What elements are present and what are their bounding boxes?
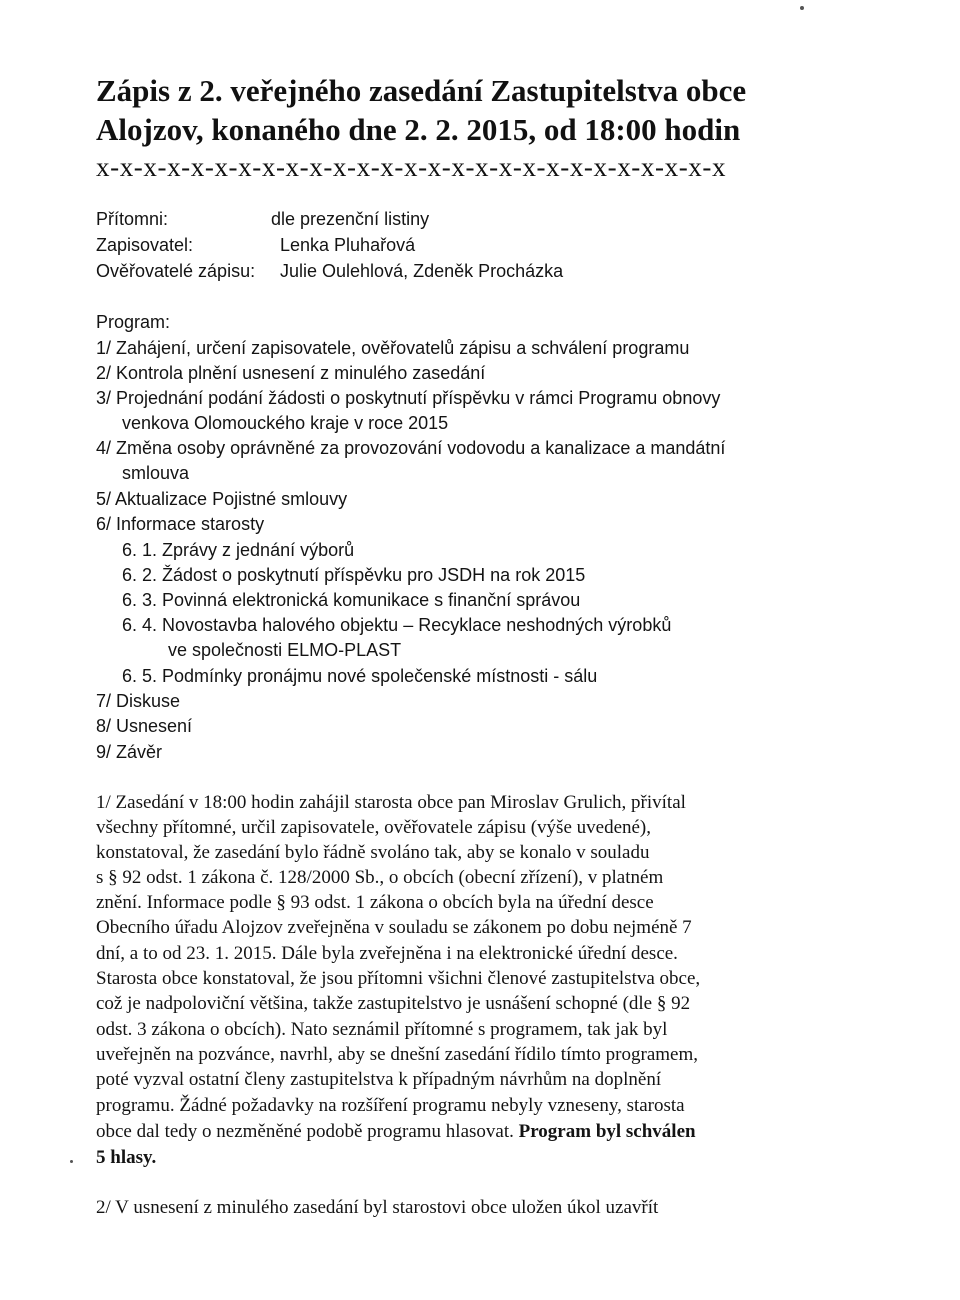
present-value: dle prezenční listiny <box>271 209 430 229</box>
approval-votes-text: 5 hlasy. <box>96 1147 157 1168</box>
scan-speck <box>800 6 804 10</box>
program-item: 5/ Aktualizace Pojistné smlouvy <box>96 489 348 509</box>
verifiers-label: Ověřovatelé zápisu: <box>96 261 256 281</box>
recorder-value: Lenka Pluhařová <box>280 235 416 255</box>
program-subitem: 6. 3. Povinná elektronická komunikace s finanční správou <box>122 590 581 610</box>
recorder-label: Zapisovatel: <box>96 235 194 255</box>
program-subitem-continuation: ve společnosti ELMO-PLAST <box>168 640 402 660</box>
section1-line: odst. 3 zákona o obcích). Nato seznámil přítomné s programem, tak jak byl <box>96 1019 668 1040</box>
program-item: 8/ Usnesení <box>96 716 193 736</box>
program-item: 2/ Kontrola plnění usnesení z minulého zasedání <box>96 363 486 383</box>
section1-line: poté vyzval ostatní členy zastupitelstva k případným návrhům na doplnění <box>96 1069 662 1090</box>
section2-line: 2/ V usnesení z minulého zasedání byl starostovi obce uložen úkol uzavřít <box>96 1197 659 1218</box>
program-subitem: 6. 4. Novostavba halového objektu – Recyklace neshodných výrobků <box>122 615 672 635</box>
program-item-continuation: venkova Olomouckého kraje v roce 2015 <box>122 413 449 433</box>
program-item: 6/ Informace starosty <box>96 514 265 534</box>
verifiers-value: Julie Oulehlová, Zdeněk Procházka <box>280 261 564 281</box>
document-title-line-2: Alojzov, konaného dne 2. 2. 2015, od 18:00 hodin <box>96 112 741 147</box>
section1-line: programu. Žádné požadavky na rozšíření programu nebyly vzneseny, starosta <box>96 1095 685 1116</box>
section1-line: všechny přítomné, určil zapisovatele, ověřovatele zápisu (výše uvedené), <box>96 817 652 838</box>
section1-line: znění. Informace podle § 93 odst. 1 zákona o obcích byla na úřední desce <box>96 892 654 913</box>
present-label: Přítomni: <box>96 209 169 229</box>
title-divider: x-x-x-x-x-x-x-x-x-x-x-x-x-x-x-x-x-x-x-x-x-x-x-x-x-x-x <box>96 152 727 182</box>
section1-line-14-text: obce dal tedy o nezměněné podobě programu hlasovat. <box>96 1121 519 1142</box>
program-heading: Program: <box>96 312 171 332</box>
program-item: 7/ Diskuse <box>96 691 181 711</box>
program-subitem: 6. 5. Podmínky pronájmu nové společenské místnosti - sálu <box>122 666 598 686</box>
program-subitem: 6. 2. Žádost o poskytnutí příspěvku pro JSDH na rok 2015 <box>122 565 586 585</box>
section1-line: Obecního úřadu Alojzov zveřejněna v souladu se zákonem po dobu nejméně 7 <box>96 917 692 938</box>
section1-line-14 <box>96 1120 696 1144</box>
program-item: 3/ Projednání podání žádosti o poskytnutí příspěvku v rámci Programu obnovy <box>96 388 721 408</box>
program-item-continuation: smlouva <box>122 463 190 483</box>
program-approved-text: Program byl schválen <box>518 1121 696 1142</box>
section1-line: dní, a to od 23. 1. 2015. Dále byla zveřejněna i na elektronické úřední desce. <box>96 943 678 964</box>
scan-speck <box>70 1160 73 1163</box>
program-subitem: 6. 1. Zprávy z jednání výborů <box>122 540 355 560</box>
section1-line: 1/ Zasedání v 18:00 hodin zahájil starosta obce pan Miroslav Grulich, přivítal <box>96 792 686 813</box>
section1-line: konstatoval, že zasedání bylo řádně svoláno tak, aby se konalo v souladu <box>96 842 650 863</box>
section1-line: což je nadpoloviční většina, takže zastupitelstvo je usnášení schopné (dle § 92 <box>96 993 691 1014</box>
section1-line: Starosta obce konstatoval, že jsou přítomni všichni členové zastupitelstva obce, <box>96 968 701 989</box>
program-item: 9/ Závěr <box>96 742 163 762</box>
program-item: 1/ Zahájení, určení zapisovatele, ověřovatelů zápisu a schválení programu <box>96 338 690 358</box>
program-item: 4/ Změna osoby oprávněné za provozování vodovodu a kanalizace a mandátní <box>96 438 726 458</box>
section1-line: s § 92 odst. 1 zákona č. 128/2000 Sb., o obcích (obecní zřízení), v platném <box>96 867 664 888</box>
section1-line: uveřejněn na pozvánce, navrhl, aby se dnešní zasedání řídilo tímto programem, <box>96 1044 698 1065</box>
document-title-line-1: Zápis z 2. veřejného zasedání Zastupitelstva obce <box>96 73 747 108</box>
